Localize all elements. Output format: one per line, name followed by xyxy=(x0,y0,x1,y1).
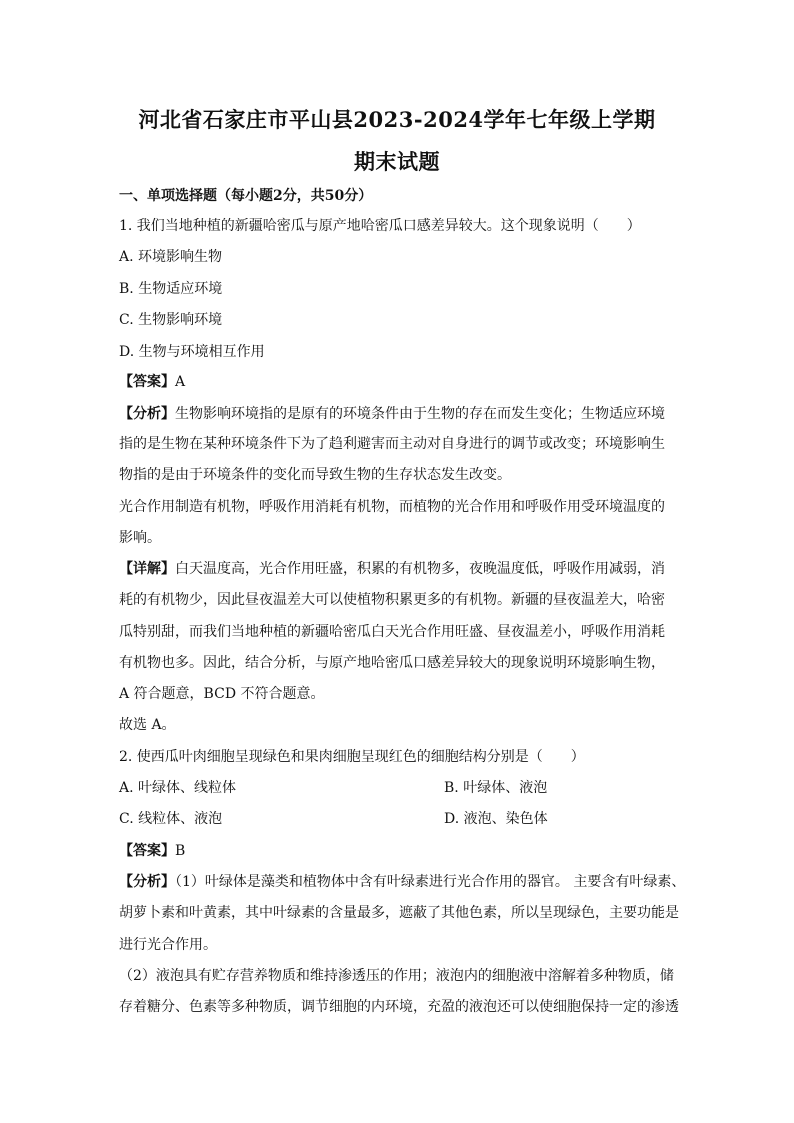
analysis-label: 【分析】 xyxy=(119,406,175,422)
question-1-detail-line: 有机物也多。因此，结合分析，与原产地哈密瓜口感差异较大的现象说明环境影响生物， xyxy=(119,655,665,671)
question-1-detail-line: A 符合题意，BCD 不符合题意。 xyxy=(119,686,325,702)
question-1-analysis-line: 指的是生物在某种环境条件下为了趋利避害而主动对自身进行的调节或改变；环境影响生 xyxy=(119,436,665,452)
question-2-option-d: D. 液泡、染色体 xyxy=(444,811,548,827)
analysis-label: 【分析】 xyxy=(119,874,175,890)
question-2-analysis-line: 存着糖分、色素等多种物质，调节细胞的内环境，充盈的液泡还可以使细胞保持一定的渗透 xyxy=(119,999,679,1015)
question-1-analysis-line: 影响。 xyxy=(119,530,161,546)
detail-label: 【详解】 xyxy=(119,561,175,577)
question-1-analysis-line: 光合作用制造有机物，呼吸作用消耗有机物，而植物的光合作用和呼吸作用受环境温度的 xyxy=(119,499,665,515)
analysis-text: （1）叶绿体是藻类和植物体中含有叶绿素进行光合作用的器官。 主要含有叶绿素、 xyxy=(175,874,686,890)
page-title: 河北省石家庄市平山县2023-2024学年七年级上学期 xyxy=(138,107,656,132)
question-1-option-d: D. 生物与环境相互作用 xyxy=(119,344,265,360)
question-2-answer xyxy=(119,841,679,861)
question-1-stem: 1. 我们当地种植的新疆哈密瓜与原产地哈密瓜口感差异较大。这个现象说明（ ） xyxy=(119,218,641,234)
page-subtitle: 期末试题 xyxy=(354,149,440,174)
question-2-option-b: B. 叶绿体、液泡 xyxy=(444,780,548,796)
answer-label: 【答案】 xyxy=(119,374,175,390)
question-1-option-a: A. 环境影响生物 xyxy=(119,249,223,265)
question-2-analysis-line: 胡萝卜素和叶黄素，其中叶绿素的含量最多，遮蔽了其他色素，所以呈现绿色，主要功能是 xyxy=(119,905,679,921)
section-header: 一、单项选择题（每小题2分，共50分） xyxy=(119,188,373,204)
answer-value: B xyxy=(175,843,186,859)
question-1-detail-line: 耗的有机物少，因此昼夜温差大可以使植物积累更多的有机物。新疆的昼夜温差大，哈密 xyxy=(119,592,665,608)
question-2-analysis-line xyxy=(119,872,686,892)
question-1-answer xyxy=(119,372,679,392)
analysis-text: 生物影响环境指的是原有的环境条件由于生物的存在而发生变化；生物适应环境 xyxy=(175,406,665,422)
question-2-analysis-line: 进行光合作用。 xyxy=(119,937,217,953)
question-1-option-b: B. 生物适应环境 xyxy=(119,281,223,297)
detail-text: 白天温度高，光合作用旺盛，积累的有机物多，夜晚温度低，呼吸作用减弱，消 xyxy=(175,561,665,577)
question-2-option-c: C. 线粒体、液泡 xyxy=(119,811,223,827)
answer-value: A xyxy=(175,374,186,390)
question-1-detail-line: 瓜特别甜，而我们当地种植的新疆哈密瓜白天光合作用旺盛、昼夜温差小，呼吸作用消耗 xyxy=(119,624,665,640)
question-2-option-a: A. 叶绿体、线粒体 xyxy=(119,780,237,796)
answer-label: 【答案】 xyxy=(119,843,175,859)
question-2-analysis-line: （2）液泡具有贮存营养物质和维持渗透压的作用；液泡内的细胞液中溶解着多种物质，储 xyxy=(119,968,674,984)
question-1-analysis-line xyxy=(119,404,679,424)
question-1-analysis-line: 物指的是由于环境条件的变化而导致生物的生存状态发生改变。 xyxy=(119,467,511,483)
question-1-detail-line xyxy=(119,559,679,579)
question-2-stem: 2. 使西瓜叶肉细胞呈现绿色和果肉细胞呈现红色的细胞结构分别是（ ） xyxy=(119,749,585,765)
question-1-option-c: C. 生物影响环境 xyxy=(119,312,223,328)
question-1-conclusion: 故选 A。 xyxy=(119,717,176,733)
